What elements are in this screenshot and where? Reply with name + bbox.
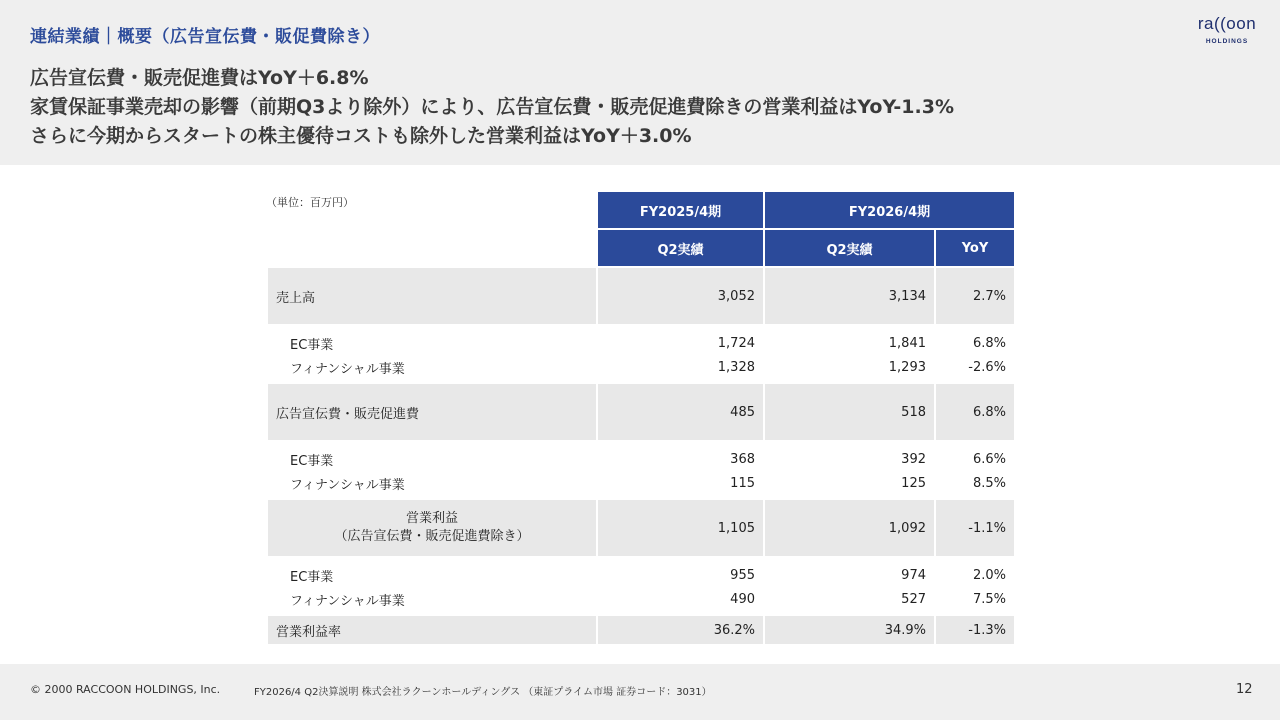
row-value-prev: 36.2%: [597, 615, 764, 645]
row-yoy: 2.7%: [935, 267, 1015, 325]
row-yoy: 8.5%: [935, 470, 1015, 499]
copyright: © 2000 RACCOON HOLDINGS, Inc.: [30, 683, 221, 696]
row-value-curr: 392: [764, 441, 935, 470]
row-yoy: -1.1%: [935, 499, 1015, 557]
row-value-curr: 1,841: [764, 325, 935, 354]
row-label-line-2: （広告宣伝費・販売促進費除き）: [334, 529, 530, 544]
row-value-prev: 1,105: [597, 499, 764, 557]
table-row: [267, 615, 1015, 645]
row-label: EC事業: [267, 325, 597, 354]
headline-line-1: 広告宣伝費・販売促進費はYoY＋6.8%: [30, 67, 369, 89]
logo-subtext: HOLDINGS: [1205, 38, 1249, 45]
row-yoy: -2.6%: [935, 354, 1015, 383]
header-q2-actual-curr: Q2実績: [764, 229, 935, 267]
row-label: EC事業: [267, 441, 597, 470]
row-label: [267, 499, 597, 557]
row-label: 広告宣伝費・販売促進費: [267, 383, 597, 441]
row-label: EC事業: [267, 557, 597, 586]
table-row: [267, 354, 1015, 383]
row-label: フィナンシャル事業: [267, 354, 597, 383]
row-value-prev: 1,328: [597, 354, 764, 383]
row-label: フィナンシャル事業: [267, 470, 597, 499]
row-value-prev: 955: [597, 557, 764, 586]
page-number: 12: [1236, 682, 1253, 697]
table-row: [267, 586, 1015, 615]
row-value-prev: 485: [597, 383, 764, 441]
table-row: [267, 470, 1015, 499]
row-label: フィナンシャル事業: [267, 586, 597, 615]
table-row: [267, 267, 1015, 325]
logo-wordmark: ra((oon: [1197, 14, 1257, 33]
row-yoy: 6.8%: [935, 383, 1015, 441]
header-yoy: YoY: [935, 229, 1015, 267]
row-value-curr: 125: [764, 470, 935, 499]
row-label-line-1: 営業利益: [405, 511, 458, 526]
breadcrumb: 連結業績｜概要（広告宣伝費・販促費除き）: [30, 27, 380, 47]
row-value-prev: 368: [597, 441, 764, 470]
row-value-prev: 1,724: [597, 325, 764, 354]
row-value-curr: 974: [764, 557, 935, 586]
header-blank: [267, 229, 597, 267]
row-value-curr: 34.9%: [764, 615, 935, 645]
row-yoy: 6.6%: [935, 441, 1015, 470]
header-fy2025: FY2025/4期: [597, 191, 764, 229]
row-label: 営業利益率: [267, 615, 597, 645]
unit-note: （単位：百万円）: [266, 196, 354, 209]
row-yoy: -1.3%: [935, 615, 1015, 645]
row-value-curr: 1,092: [764, 499, 935, 557]
row-value-prev: 490: [597, 586, 764, 615]
row-value-curr: 3,134: [764, 267, 935, 325]
header-blank: [267, 191, 597, 229]
financial-table: [266, 190, 1016, 646]
row-label: 売上高: [267, 267, 597, 325]
row-value-prev: 115: [597, 470, 764, 499]
row-yoy: 7.5%: [935, 586, 1015, 615]
headline-line-3: さらに今期からスタートの株主優待コストも除外した営業利益はYoY＋3.0%: [30, 125, 692, 147]
row-value-prev: 3,052: [597, 267, 764, 325]
header-q2-actual-prev: Q2実績: [597, 229, 764, 267]
footer-document-info: FY2026/4 Q2決算説明 株式会社ラクーンホールディングス （東証プライム市場 証券コード：3031）: [254, 687, 712, 698]
row-yoy: 6.8%: [935, 325, 1015, 354]
headline: [30, 64, 954, 151]
table-row: [267, 383, 1015, 441]
row-value-curr: 518: [764, 383, 935, 441]
table-row: [267, 325, 1015, 354]
row-yoy: 2.0%: [935, 557, 1015, 586]
headline-line-2: 家賃保証事業売却の影響（前期Q3より除外）により、広告宣伝費・販売促進費除きの営業利益はYoY-1.3%: [30, 96, 954, 118]
header-fy2026: FY2026/4期: [764, 191, 1015, 229]
row-value-curr: 1,293: [764, 354, 935, 383]
table-row: [267, 557, 1015, 586]
table-row: [267, 441, 1015, 470]
row-value-curr: 527: [764, 586, 935, 615]
table-row: [267, 499, 1015, 557]
company-logo: [1190, 14, 1264, 50]
